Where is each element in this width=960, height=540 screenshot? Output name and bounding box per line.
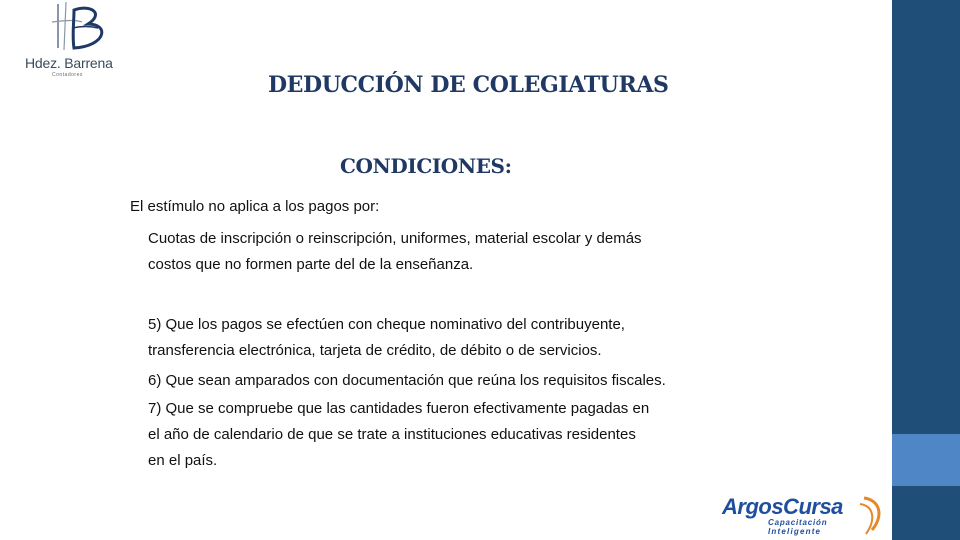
argos-logo-line1: Capacitación bbox=[768, 518, 828, 527]
condition-7 bbox=[148, 396, 750, 474]
swoosh-icon bbox=[858, 494, 886, 538]
side-bar-top bbox=[892, 0, 960, 434]
condition-7-line: en el país. bbox=[148, 452, 218, 469]
condition-6: 6) Que sean amparados con documentación que reúna los requisitos fiscales. bbox=[148, 372, 666, 389]
intro-text: El estímulo no aplica a los pagos por: bbox=[130, 198, 380, 215]
exclusions-line: Cuotas de inscripción o reinscripción, uniformes, material escolar y demás bbox=[148, 230, 642, 247]
condition-5-line: transferencia electrónica, tarjeta de crédito, de débito o de servicios. bbox=[148, 342, 602, 359]
logo-name: Hdez. Barrena bbox=[25, 55, 113, 71]
argos-logo-name: ArgosCursa bbox=[722, 494, 843, 519]
hdez-barrena-logo bbox=[22, 0, 132, 90]
exclusions-paragraph bbox=[148, 226, 748, 278]
page-title: DEDUCCIÓN DE COLEGIATURAS bbox=[268, 72, 669, 98]
hb-monogram-icon bbox=[22, 0, 132, 60]
logo-subtitle: Contadores bbox=[52, 72, 83, 78]
condition-5 bbox=[148, 312, 750, 364]
argoscursa-logo bbox=[722, 494, 887, 540]
side-bar-bottom bbox=[892, 486, 960, 540]
condition-7-line: 7) Que se compruebe que las cantidades fueron efectivamente pagadas en bbox=[148, 400, 650, 417]
condition-7-line: el año de calendario de que se trate a instituciones educativas residentes bbox=[148, 426, 636, 443]
exclusions-line: costos que no formen parte del de la enseñanza. bbox=[148, 256, 474, 273]
section-subtitle: CONDICIONES: bbox=[340, 154, 512, 178]
condition-5-line: 5) Que los pagos se efectúen con cheque nominativo del contribuyente, bbox=[148, 316, 625, 333]
side-bar-accent bbox=[892, 434, 960, 486]
argos-logo-line2: Inteligente bbox=[768, 527, 822, 536]
